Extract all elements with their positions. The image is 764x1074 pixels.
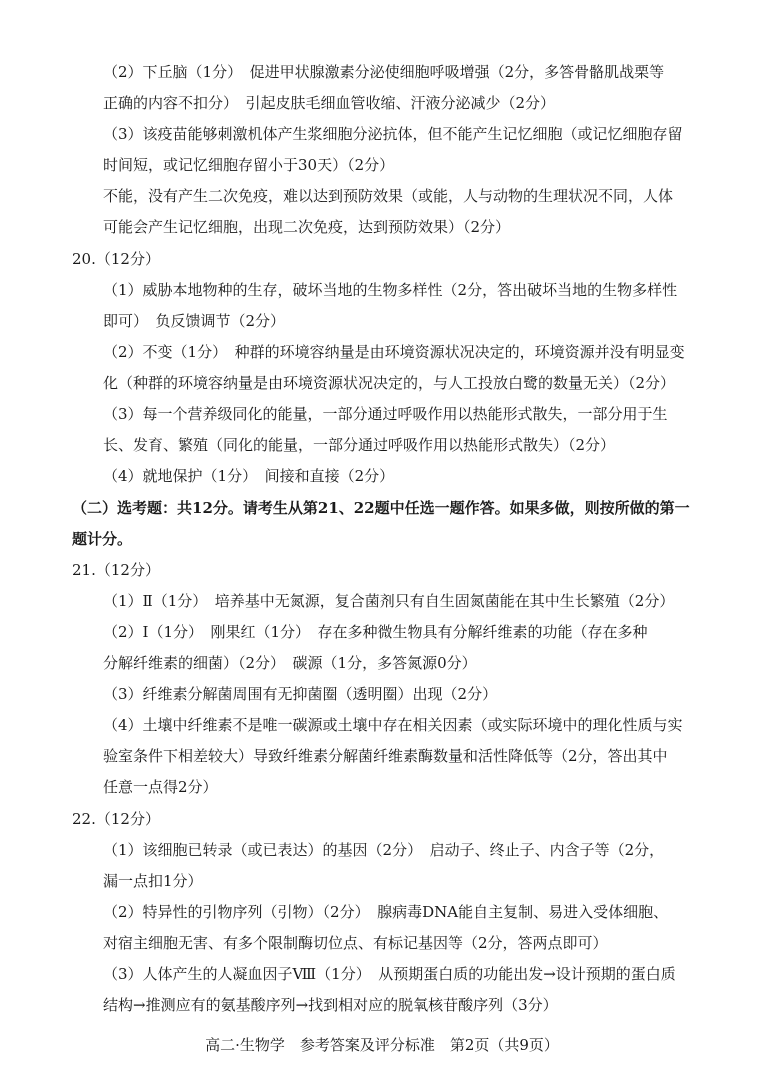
text-line: （2）特异性的引物序列（引物）（2分） 腺病毒DNA能自主复制、易进入受体细胞、 [103, 903, 669, 921]
page-footer: 高二·生物学 参考答案及评分标准 第2页（共9页） [205, 1036, 559, 1054]
text-line: 分解纤维素的细菌）（2分） 碳源（1分，多答氮源0分） [103, 654, 477, 672]
section-heading: 题计分。 [72, 530, 133, 548]
text-line: （2）下丘脑（1分） 促进甲状腺激素分泌使细胞呼吸增强（2分，多答骨骼肌战栗等 [103, 63, 665, 81]
text-line: （3）每一个营养级同化的能量，一部分通过呼吸作用以热能形式散失，一部分用于生 [103, 405, 668, 423]
text-line: （3）纤维素分解菌周围有无抑菌圈（透明圈）出现（2分） [103, 685, 498, 703]
text-line: （3）人体产生的人凝血因子Ⅷ（1分） 从预期蛋白质的功能出发→设计预期的蛋白质 [103, 965, 676, 983]
text-line: 长、发育、繁殖（同化的能量，一部分通过呼吸作用以热能形式散失）（2分） [103, 436, 616, 454]
text-line: （1）Ⅱ（1分） 培养基中无氮源，复合菌剂只有自生固氮菌能在其中生长繁殖（2分） [103, 592, 675, 610]
text-line: （3）该疫苗能够刺激机体产生浆细胞分泌抗体，但不能产生记忆细胞（或记忆细胞存留 [103, 125, 683, 143]
question-heading: 22.（12分） [72, 810, 160, 828]
text-line: 可能会产生记忆细胞，出现二次免疫，达到预防效果）（2分） [103, 218, 511, 236]
text-line: 即可） 负反馈调节（2分） [103, 312, 286, 330]
text-line: （1）该细胞已转录（或已表达）的基因（2分） 启动子、终止子、内含子等（2分， [103, 841, 665, 859]
text-line: 验室条件下相差较大）导致纤维素分解菌纤维素酶数量和活性降低等（2分，答出其中 [103, 747, 668, 765]
text-line: 结构→推测应有的氨基酸序列→找到相对应的脱氧核苷酸序列（3分） [103, 996, 558, 1014]
question-heading: 20.（12分） [72, 250, 160, 268]
text-line: （4）土壤中纤维素不是唯一碳源或土壤中存在相关因素（或实际环境中的理化性质与实 [103, 716, 683, 734]
text-line: （2）Ⅰ（1分） 刚果红（1分） 存在多种微生物具有分解纤维素的功能（存在多种 [103, 623, 648, 641]
section-heading: （二）选考题：共12分。请考生从第21、22题中任选一题作答。如果多做，则按所做的第一 [72, 499, 690, 517]
text-line: （4）就地保护（1分） 间接和直接（2分） [103, 467, 395, 485]
text-line: （1）威胁本地物种的生存，破坏当地的生物多样性（2分，答出破坏当地的生物多样性 [103, 281, 678, 299]
text-line: 时间短，或记忆细胞存留小于30天）（2分） [103, 156, 395, 174]
question-heading: 21.（12分） [72, 561, 160, 579]
text-line: 任意一点得2分） [103, 778, 218, 796]
text-line: （2）不变（1分） 种群的环境容纳量是由环境资源状况决定的，环境资源并没有明显变 [103, 343, 685, 361]
text-line: 正确的内容不扣分） 引起皮肤毛细血管收缩、汗液分泌减少（2分） [103, 94, 556, 112]
text-line: 不能，没有产生二次免疫，难以达到预防效果（或能，人与动物的生理状况不同，人体 [103, 187, 674, 205]
text-line: 漏一点扣1分） [103, 872, 203, 890]
text-line: 化（种群的环境容纳量是由环境资源状况决定的，与人工投放白鹭的数量无关）（2分） [103, 374, 676, 392]
text-line: 对宿主细胞无害、有多个限制酶切位点、有标记基因等（2分，答两点即可） [103, 934, 608, 952]
